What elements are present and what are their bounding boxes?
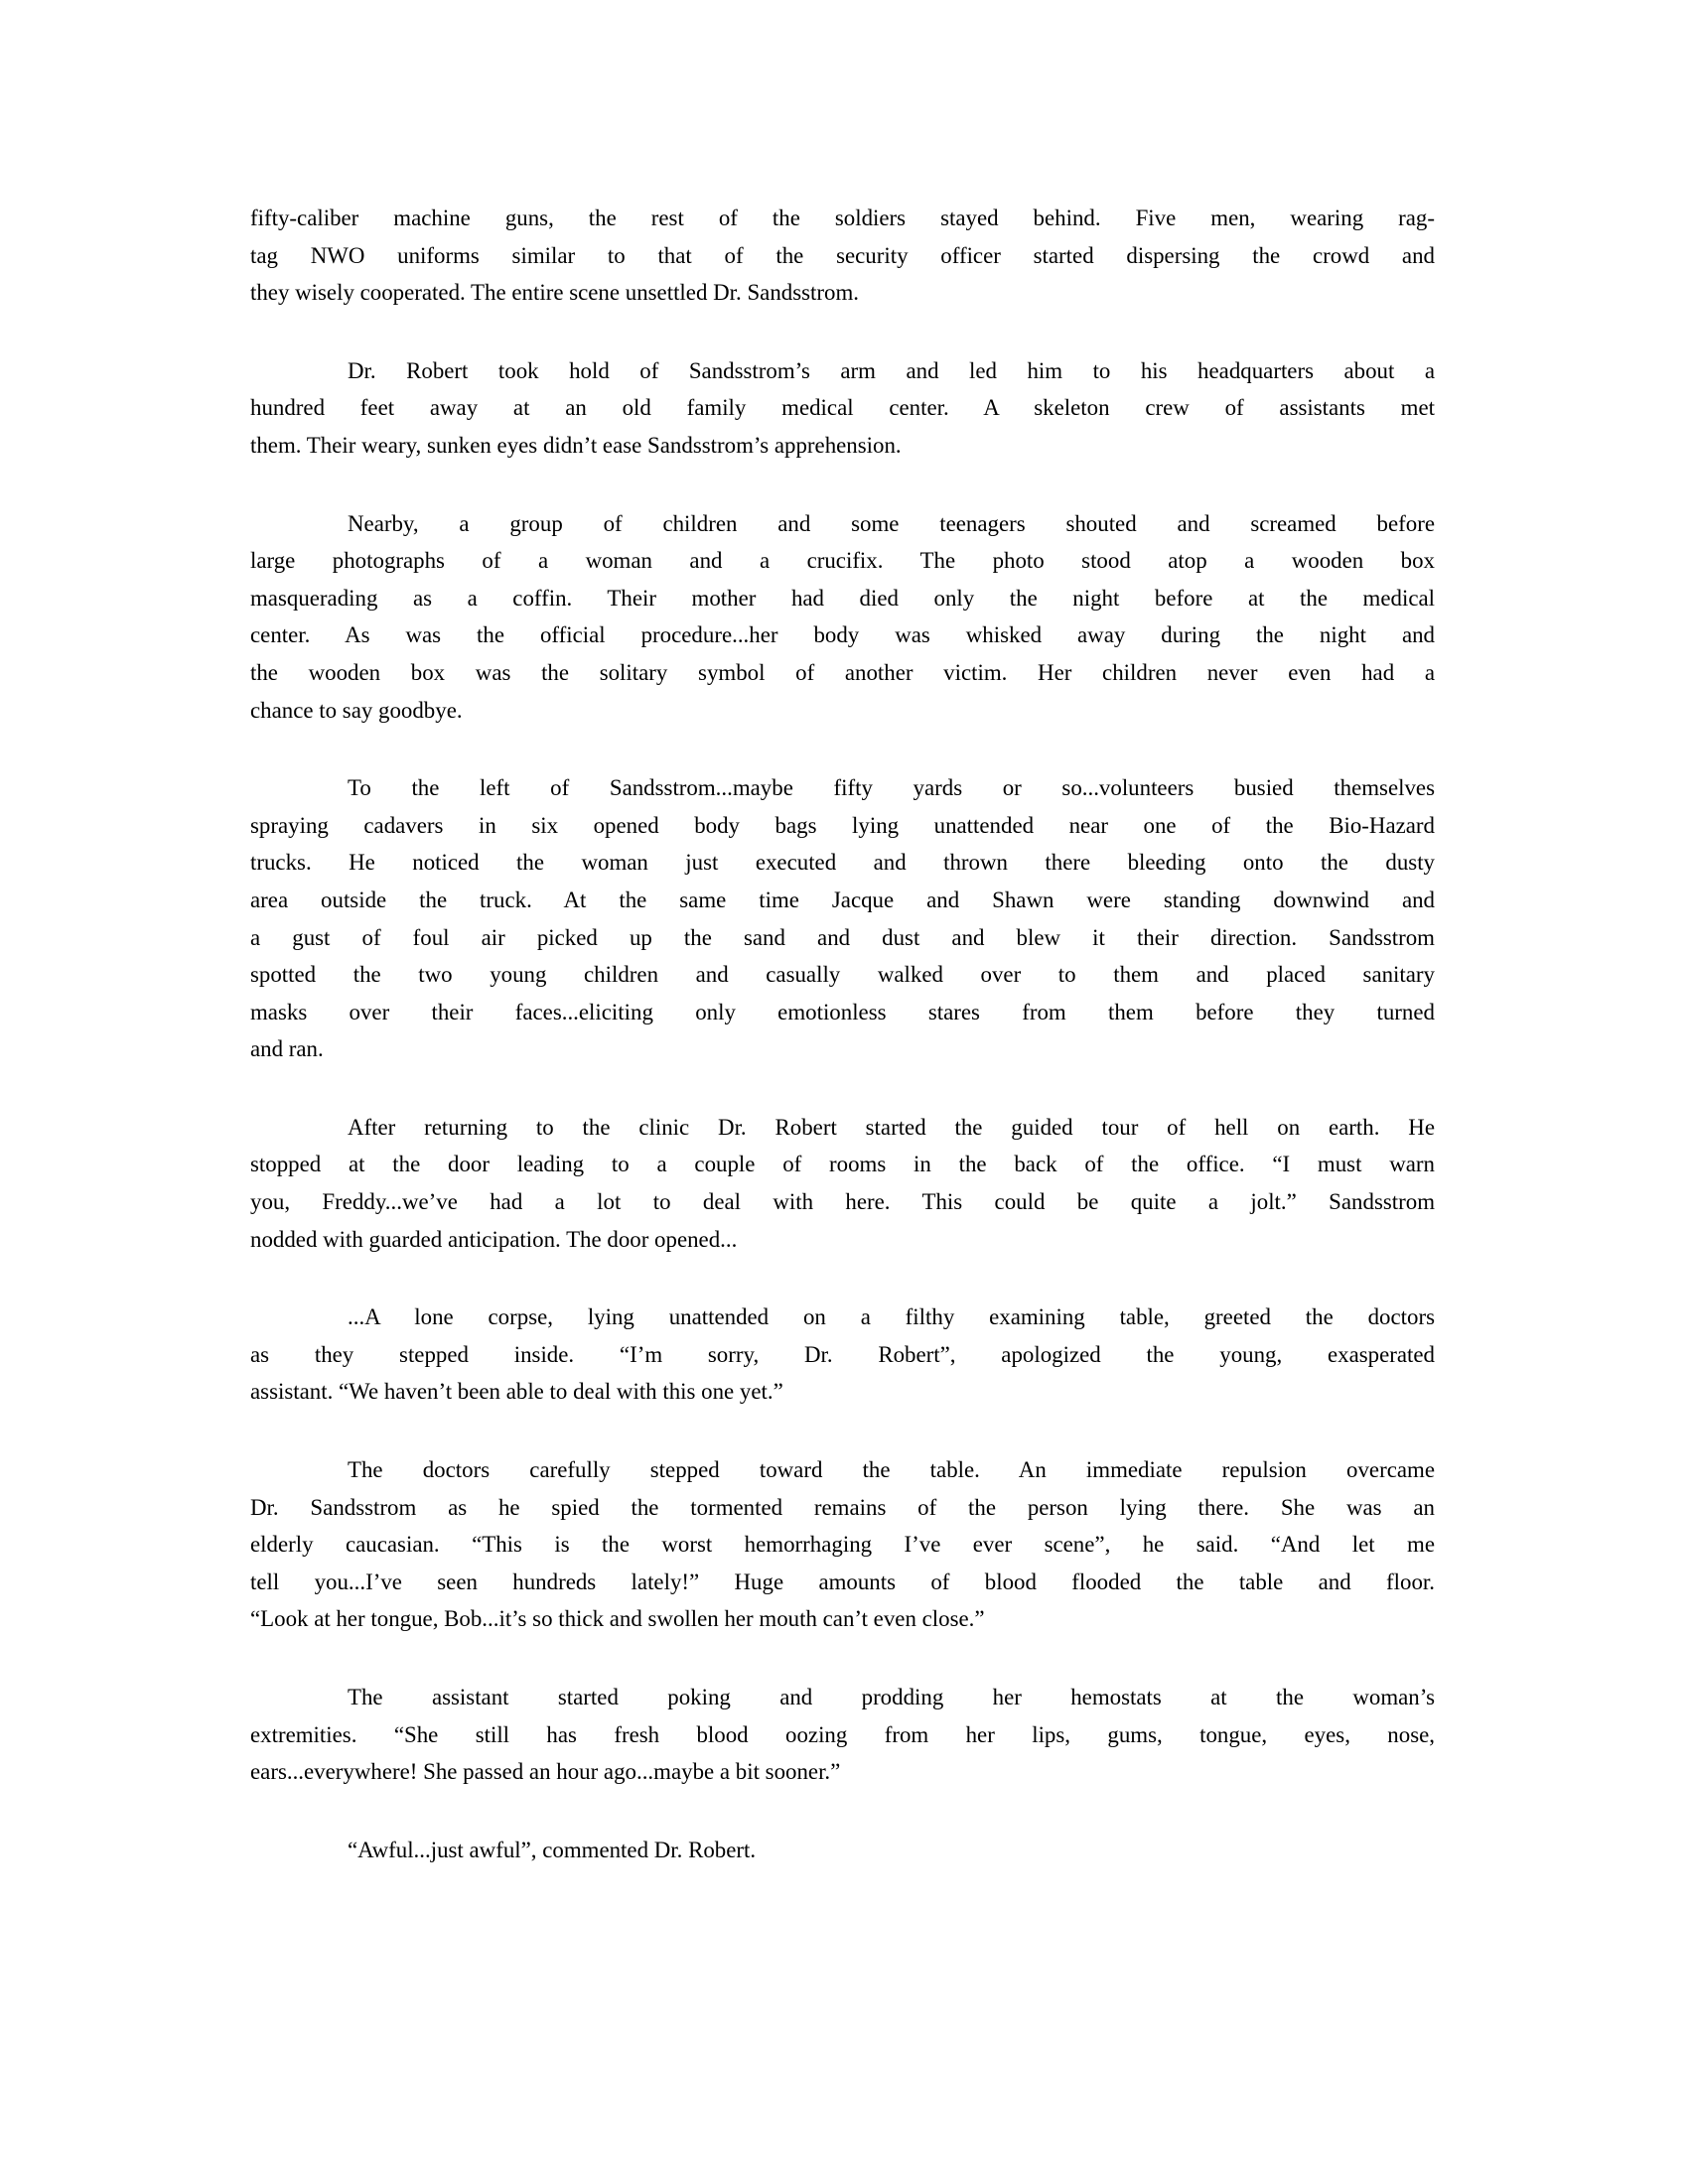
text-line: nodded with guarded anticipation. The door opened...	[250, 1226, 738, 1252]
text-line: To the left of Sandsstrom...maybe fifty yards or so...volunteers busied themselves	[348, 775, 1435, 801]
text-line: the wooden box was the solitary symbol of another victim. Her children never even had a	[250, 659, 1435, 685]
text-line: them. Their weary, sunken eyes didn’t ease Sandsstrom’s apprehension.	[250, 432, 902, 458]
text-line: Nearby, a group of children and some teenagers shouted and screamed before	[348, 510, 1435, 536]
paragraph-8	[250, 1679, 1435, 1791]
text-line: large photographs of a woman and a crucifix. The photo stood atop a wooden box	[250, 548, 1435, 574]
text-line: Dr. Robert took hold of Sandsstrom’s arm and led him to his headquarters about a	[348, 357, 1435, 383]
paragraph-5	[250, 1109, 1435, 1258]
paragraph-6	[250, 1298, 1435, 1411]
text-line: area outside the truck. At the same time Jacque and Shawn were standing downwind and	[250, 887, 1435, 912]
text-line: chance to say goodbye.	[250, 697, 463, 723]
text-line: and ran.	[250, 1036, 324, 1062]
text-line: as they stepped inside. “I’m sorry, Dr. Robert”, apologized the young, exasperated	[250, 1341, 1435, 1367]
text-line: elderly caucasian. “This is the worst hemorrhaging I’ve ever scene”, he said. “And let me	[250, 1532, 1435, 1558]
text-line: “Awful...just awful”, commented Dr. Robert.	[348, 1837, 757, 1862]
text-line: ears...everywhere! She passed an hour ago...maybe a bit sooner.”	[250, 1759, 841, 1785]
text-line: extremities. “She still has fresh blood oozing from her lips, gums, tongue, eyes, nose,	[250, 1721, 1435, 1747]
paragraph-3	[250, 505, 1435, 730]
paragraph-9	[250, 1832, 1435, 1869]
text-line: trucks. He noticed the woman just executed and thrown there bleeding onto the dusty	[250, 850, 1435, 876]
text-line: assistant. “We haven’t been able to deal with this one yet.”	[250, 1379, 783, 1405]
text-line: spraying cadavers in six opened body bags lying unattended near one of the Bio-Hazard	[250, 812, 1435, 838]
text-line: hundred feet away at an old family medical center. A skeleton crew of assistants met	[250, 395, 1435, 421]
paragraph-1	[250, 200, 1435, 312]
paragraph-2	[250, 352, 1435, 465]
text-line: fifty-caliber machine guns, the rest of the soldiers stayed behind. Five men, wearing rag-	[250, 205, 1435, 230]
text-line: a gust of foul air picked up the sand and dust and blew it their direction. Sandsstrom	[250, 924, 1435, 950]
text-line: tag NWO uniforms similar to that of the security officer started dispersing the crowd and	[250, 242, 1435, 268]
text-line: Dr. Sandsstrom as he spied the tormented remains of the person lying there. She was an	[250, 1494, 1435, 1520]
text-line: center. As was the official procedure...her body was whisked away during the night and	[250, 622, 1435, 648]
text-line: ...A lone corpse, lying unattended on a filthy examining table, greeted the doctors	[348, 1304, 1435, 1330]
text-line: you, Freddy...we’ve had a lot to deal with here. This could be quite a jolt.” Sandsstrom	[250, 1189, 1435, 1215]
text-line: After returning to the clinic Dr. Robert started the guided tour of hell on earth. He	[348, 1114, 1435, 1140]
text-line: tell you...I’ve seen hundreds lately!” Huge amounts of blood flooded the table and floor.	[250, 1569, 1435, 1594]
text-line: spotted the two young children and casually walked over to them and placed sanitary	[250, 962, 1435, 988]
document-page	[250, 200, 1435, 1909]
text-line: masks over their faces...eliciting only emotionless stares from them before they turned	[250, 999, 1435, 1024]
paragraph-4	[250, 769, 1435, 1068]
text-line: they wisely cooperated. The entire scene unsettled Dr. Sandsstrom.	[250, 280, 860, 306]
text-line: stopped at the door leading to a couple of rooms in the back of the office. “I must warn	[250, 1152, 1435, 1177]
text-line: The assistant started poking and prodding her hemostats at the woman’s	[348, 1685, 1435, 1709]
text-line: The doctors carefully stepped toward the table. An immediate repulsion overcame	[348, 1457, 1435, 1483]
text-line: “Look at her tongue, Bob...it’s so thick and swollen her mouth can’t even close.”	[250, 1606, 985, 1632]
paragraph-7	[250, 1451, 1435, 1638]
text-line: masquerading as a coffin. Their mother had died only the night before at the medical	[250, 585, 1435, 611]
